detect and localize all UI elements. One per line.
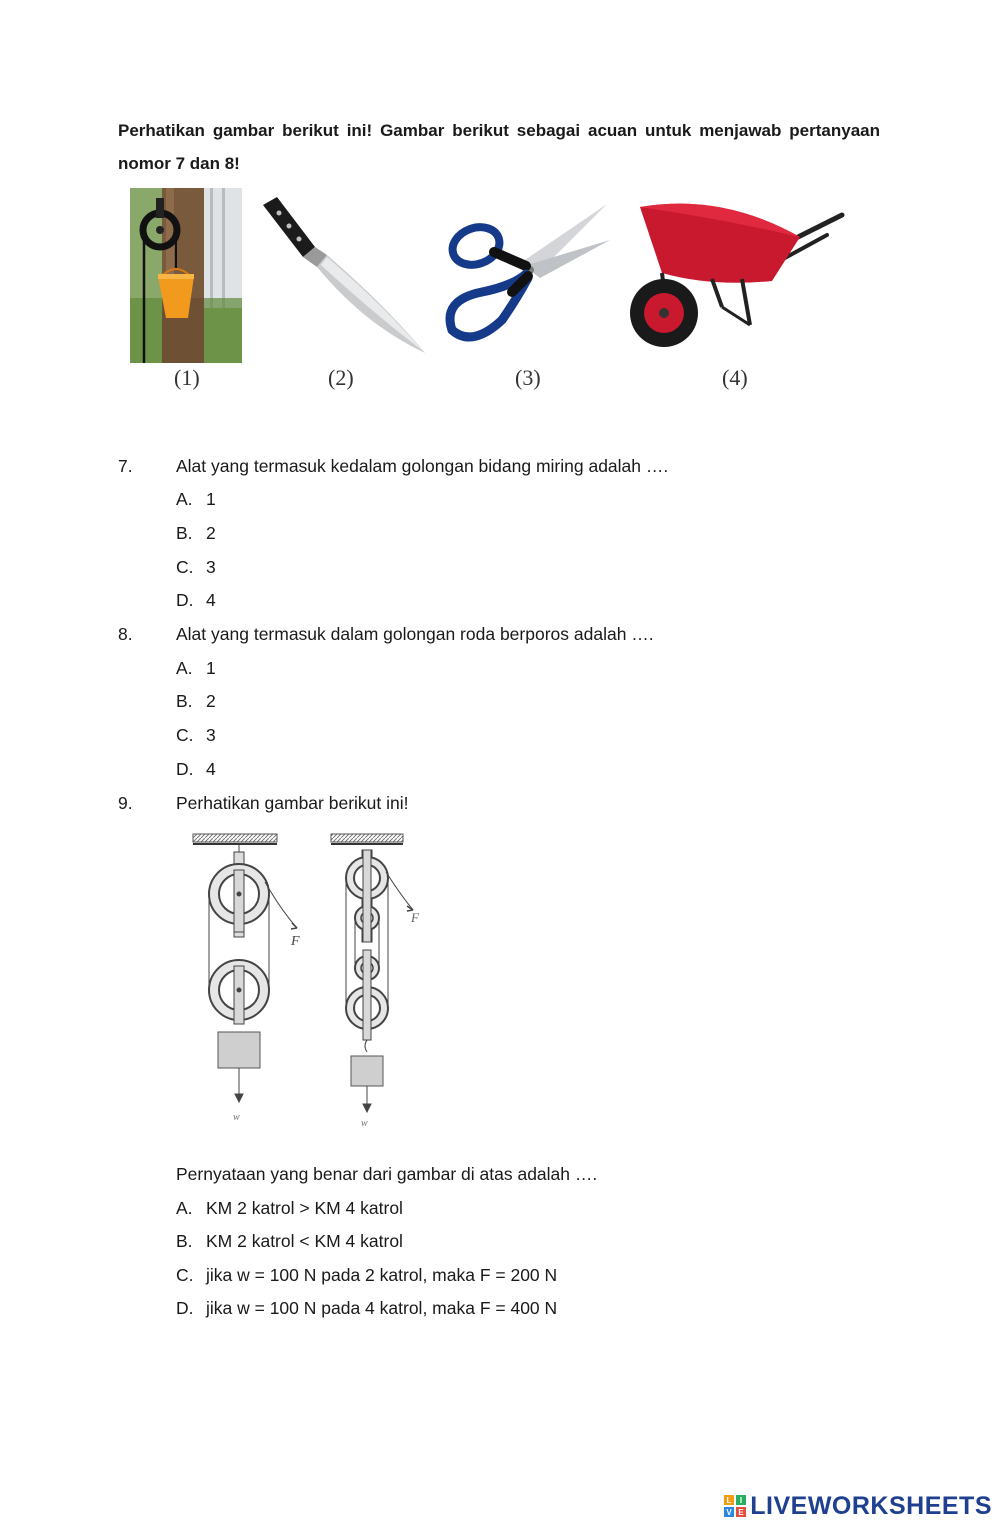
force-label: F <box>291 934 300 949</box>
option-text: KM 2 katrol < KM 4 katrol <box>206 1231 403 1251</box>
q9-option-c[interactable] <box>176 1265 557 1286</box>
option-letter: D. <box>176 759 194 779</box>
option-letter: A. <box>176 658 193 678</box>
brand-name: LIVEWORKSHEETS <box>750 1491 992 1520</box>
weight-label: w <box>233 1112 240 1123</box>
q9-option-b[interactable] <box>176 1231 403 1252</box>
q9-option-d[interactable] <box>176 1298 557 1319</box>
q8-option-c[interactable] <box>176 725 216 746</box>
liveworksheets-logo[interactable] <box>724 1493 992 1519</box>
q8-option-b[interactable] <box>176 691 216 712</box>
option-text: 3 <box>206 725 216 745</box>
option-text: KM 2 katrol > KM 4 katrol <box>206 1198 403 1218</box>
option-letter: D. <box>176 1298 194 1318</box>
q7-option-c[interactable] <box>176 557 216 578</box>
q7-option-b[interactable] <box>176 523 216 544</box>
logo-grid-icon <box>724 1495 746 1517</box>
option-text: 4 <box>206 590 216 610</box>
q8-option-a[interactable] <box>176 658 216 679</box>
weight-label: w <box>361 1118 368 1129</box>
option-letter: D. <box>176 590 194 610</box>
question-number: 9. <box>118 793 133 813</box>
svg-text:I: I <box>740 1496 743 1505</box>
force-label: F <box>411 910 419 925</box>
option-text: 1 <box>206 658 216 678</box>
svg-text:E: E <box>738 1508 744 1517</box>
option-letter: B. <box>176 691 193 711</box>
figure-label-3: (3) <box>515 365 541 390</box>
option-text: 3 <box>206 557 216 577</box>
option-text: 4 <box>206 759 216 779</box>
question-number: 7. <box>118 456 133 476</box>
svg-text:V: V <box>726 1508 732 1517</box>
pulley-system-diagram <box>185 830 435 1130</box>
pulley-bucket-photo <box>130 188 242 363</box>
option-text: jika w = 100 N pada 2 katrol, maka F = 200 N <box>206 1265 558 1285</box>
question-9-stem: Pernyataan yang benar dari gambar di atas adalah …. <box>176 1164 598 1184</box>
figure-label-4: (4) <box>722 365 748 390</box>
q8-option-d[interactable] <box>176 759 216 780</box>
option-letter: C. <box>176 1265 194 1285</box>
two-pulley-system <box>193 834 297 1102</box>
figure-label-2: (2) <box>328 365 354 390</box>
option-letter: B. <box>176 1231 193 1251</box>
instructions-text: Perhatikan gambar berikut ini! Gambar berikut sebagai acuan untuk menjawab pertanyaan nomor 7 dan 8! <box>118 121 880 173</box>
option-letter: C. <box>176 557 194 577</box>
option-letter: A. <box>176 489 193 509</box>
knife-image <box>255 195 430 355</box>
q7-option-d[interactable] <box>176 590 216 611</box>
option-text: jika w = 100 N pada 4 katrol, maka F = 400 N <box>206 1298 558 1318</box>
wheelbarrow-image <box>622 195 847 355</box>
option-letter: B. <box>176 523 193 543</box>
option-text: 2 <box>206 523 216 543</box>
q9-option-a[interactable] <box>176 1198 403 1219</box>
question-text: Alat yang termasuk dalam golongan roda berporos adalah …. <box>176 624 654 644</box>
question-text: Perhatikan gambar berikut ini! <box>176 793 409 813</box>
q7-option-a[interactable] <box>176 489 216 510</box>
option-letter: A. <box>176 1198 193 1218</box>
option-text: 2 <box>206 691 216 711</box>
figure-label-1: (1) <box>174 365 200 390</box>
option-letter: C. <box>176 725 194 745</box>
option-text: 1 <box>206 489 216 509</box>
four-pulley-system <box>331 834 413 1112</box>
question-number: 8. <box>118 624 133 644</box>
question-text: Alat yang termasuk kedalam golongan bidang miring adalah …. <box>176 456 669 476</box>
svg-text:L: L <box>726 1496 732 1505</box>
scissors-image <box>442 200 612 350</box>
